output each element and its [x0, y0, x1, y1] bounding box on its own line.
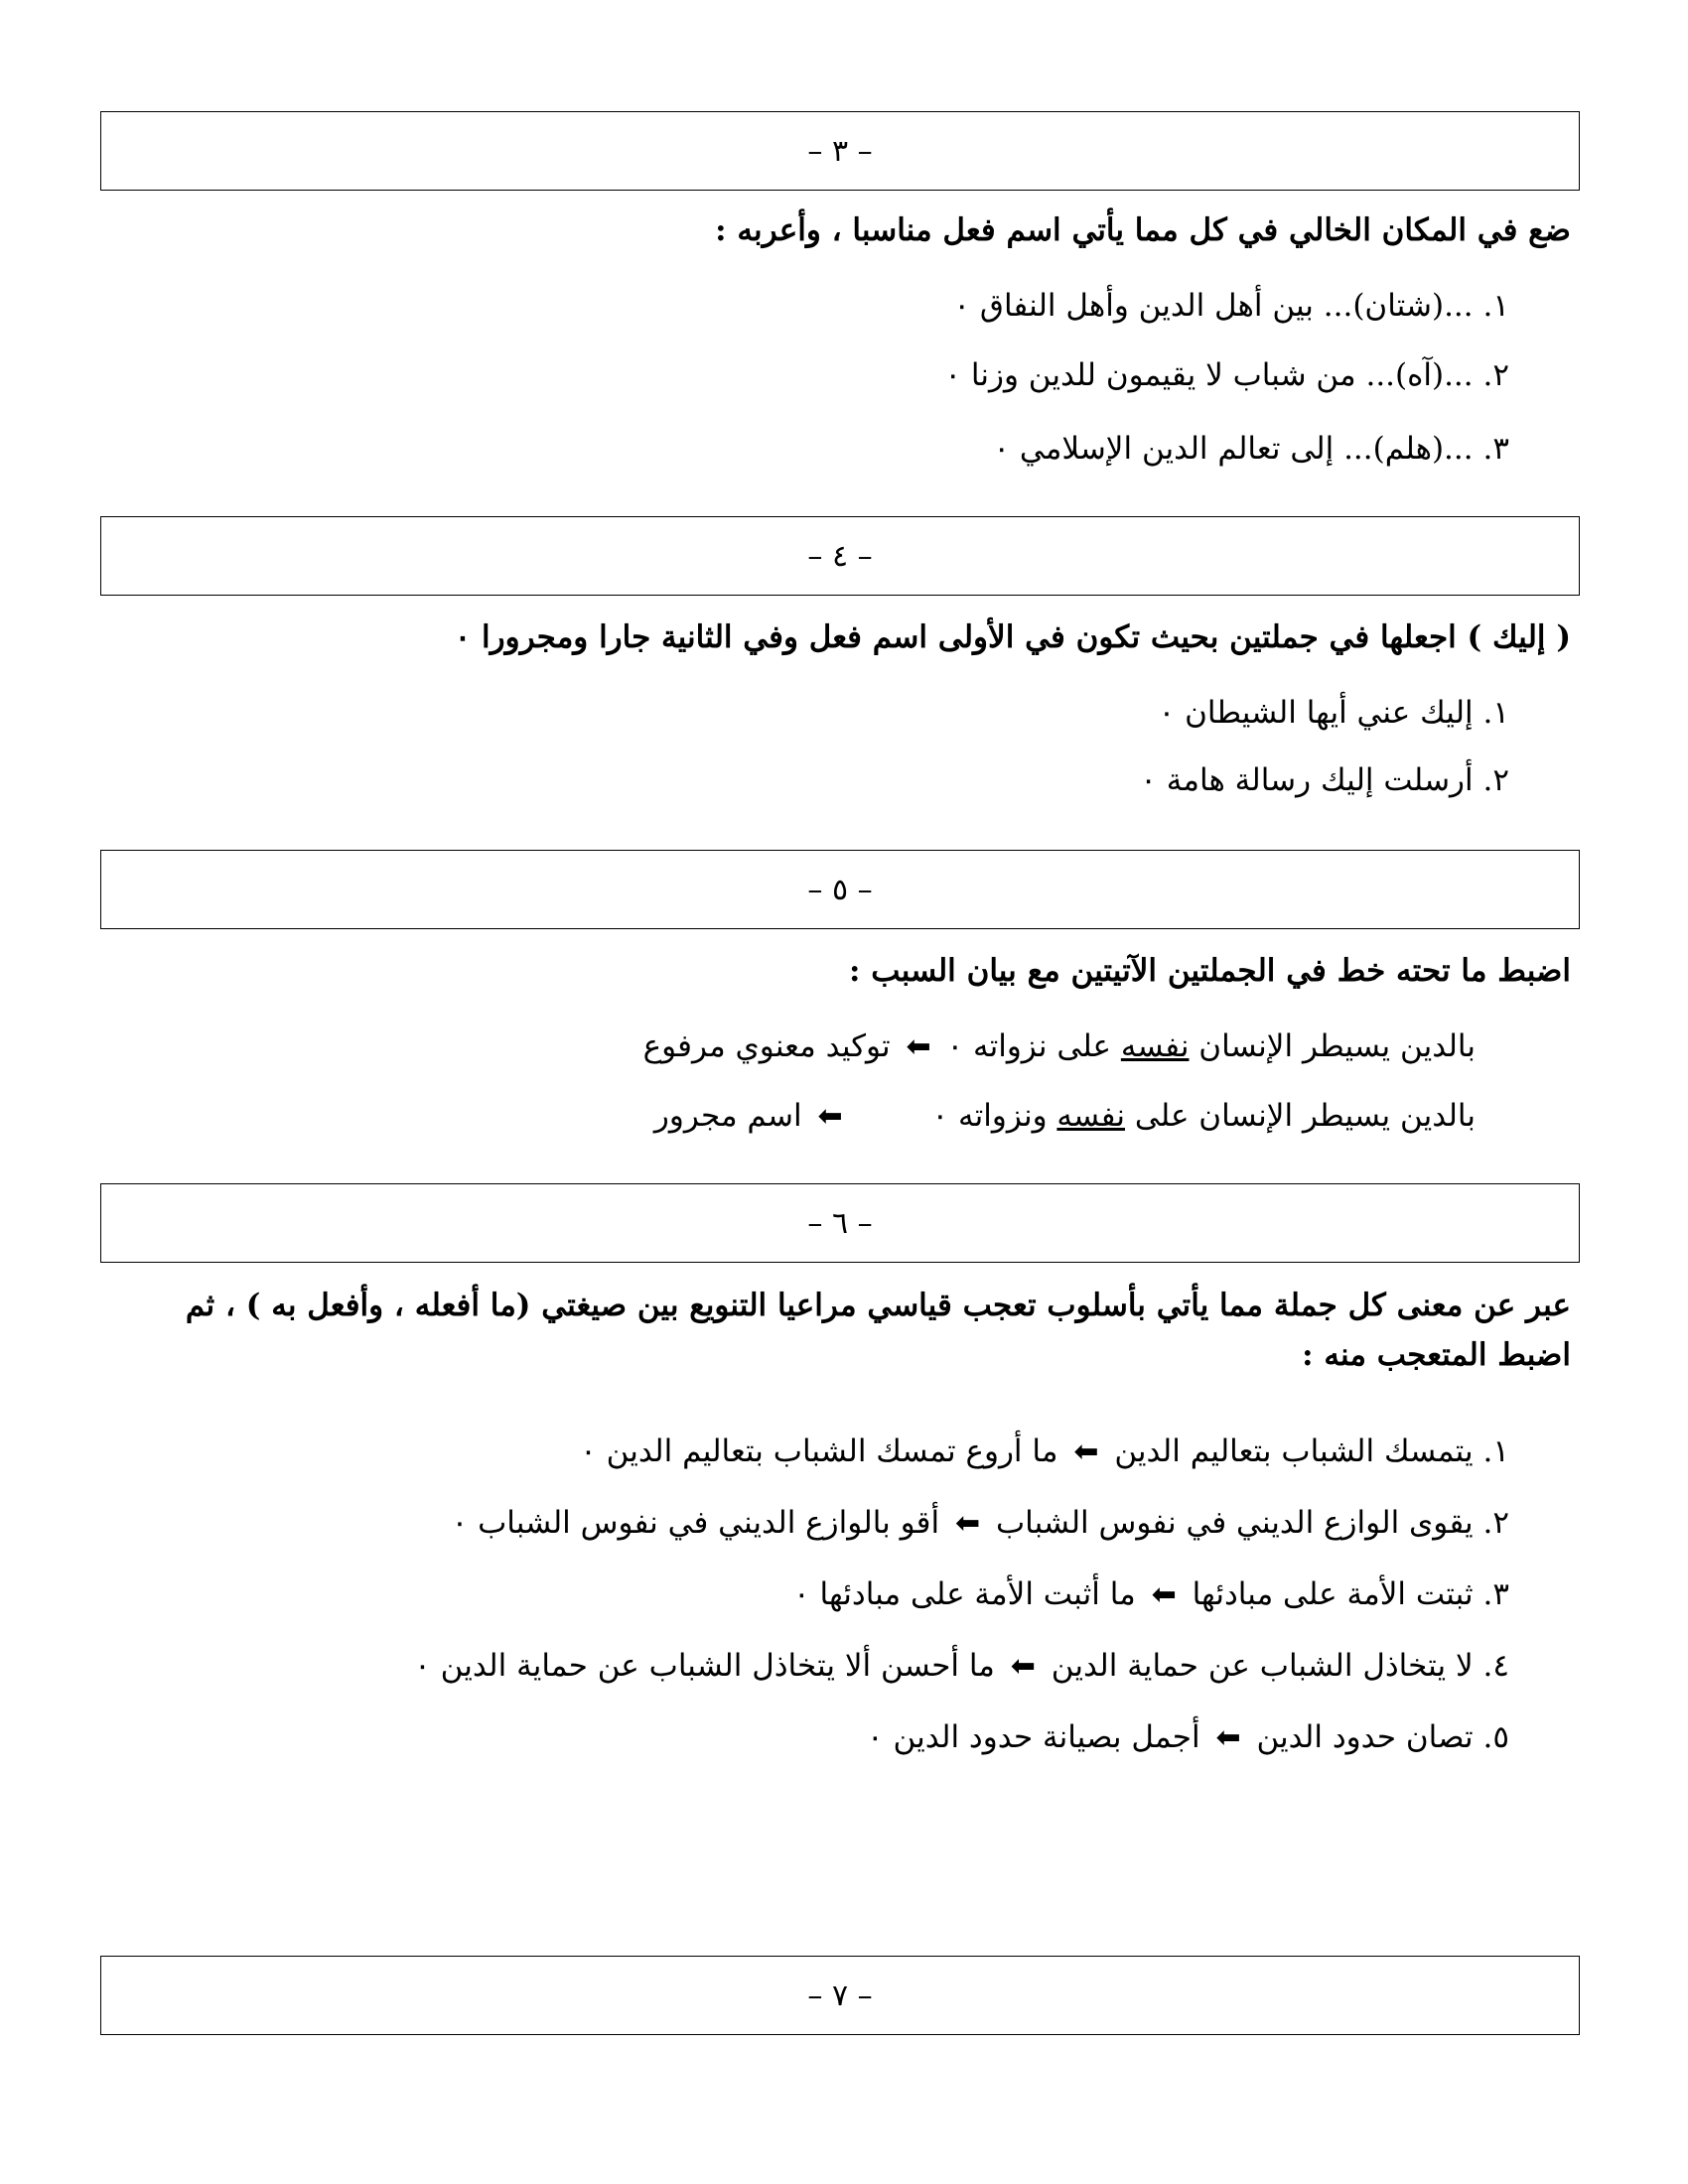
list-item: ٢. أرسلت إليك رسالة هامة ٠	[1140, 762, 1509, 798]
underlined-word: نفسه	[1056, 1098, 1125, 1134]
arrow-left-icon: ⬅	[906, 1029, 931, 1064]
section-5-number-box	[100, 850, 1580, 929]
arrow-left-icon: ⬅	[1215, 1720, 1241, 1755]
section-3-number-box	[100, 111, 1580, 191]
list-item: ٣. ...(هلم)... إلى تعالم الدين الإسلامي ٠	[993, 431, 1509, 467]
arrow-left-icon: ⬅	[1010, 1649, 1036, 1684]
section-number: – ٤ –	[807, 538, 873, 574]
question-5: اضبط ما تحته خط في الجملتين الآتيتين مع بيان السبب :	[849, 953, 1571, 989]
section-number: – ٦ –	[807, 1205, 873, 1241]
section-6-number-box	[100, 1183, 1580, 1263]
question-4: ( إليك ) اجعلها في جملتين بحيث تكون في الأولى اسم فعل وفي الثانية جارا ومجرورا ٠	[454, 619, 1571, 655]
arrow-left-icon: ⬅	[817, 1099, 843, 1134]
list-item: ٤. لا يتخاذل الشباب عن حماية الدين ⬅ ما أحسن ألا يتخاذل الشباب عن حماية الدين ٠	[414, 1648, 1509, 1684]
section-7-number-box	[100, 1956, 1580, 2035]
list-item: ٢. يقوى الوازع الديني في نفوس الشباب ⬅ أقو بالوازع الديني في نفوس الشباب ٠	[451, 1505, 1509, 1541]
answer-text: اسم مجرور	[653, 1098, 802, 1134]
question-6: عبر عن معنى كل جملة مما يأتي بأسلوب تعجب قياسي مراعيا التنويع بين صيغتي (ما أفعله ، وأفعل به ) ، ثم اضبط المتعجب منه :	[185, 1288, 1571, 1373]
list-item: ٣. ثبتت الأمة على مبادئها ⬅ ما أثبت الأمة على مبادئها ٠	[793, 1576, 1509, 1612]
arrow-left-icon: ⬅	[954, 1506, 981, 1541]
question-3: ضع في المكان الخالي في كل مما يأتي اسم فعل مناسبا ، وأعربه :	[715, 212, 1571, 248]
section-number: – ٣ –	[807, 133, 873, 169]
section-number: – ٧ –	[807, 1978, 873, 2013]
section-4-number-box	[100, 516, 1580, 596]
list-item: ٢. ...(آه)... من شباب لا يقيمون للدين وزنا ٠	[944, 357, 1509, 393]
answer-line: بالدين يسيطر الإنسان نفسه على نزواته ٠ ⬅ توكيد معنوي مرفوع	[642, 1028, 1476, 1064]
answer-line: بالدين يسيطر الإنسان على نفسه ونزواته ٠ ⬅ اسم مجرور	[653, 1098, 1476, 1134]
list-item: ٥. تصان حدود الدين ⬅ أجمل بصيانة حدود الدين ٠	[867, 1719, 1509, 1755]
list-item: ١. ...(شتان)... بين أهل الدين وأهل النفاق ٠	[953, 288, 1509, 324]
list-item: ١. يتمسك الشباب بتعاليم الدين ⬅ ما أروع تمسك الشباب بتعاليم الدين ٠	[580, 1433, 1509, 1469]
list-item: ١. إليك عني أيها الشيطان ٠	[1158, 695, 1509, 731]
arrow-left-icon: ⬅	[1073, 1434, 1099, 1469]
underlined-word: نفسه	[1120, 1028, 1190, 1064]
answer-text: توكيد معنوي مرفوع	[642, 1028, 891, 1064]
section-number: – ٥ –	[807, 872, 873, 907]
arrow-left-icon: ⬅	[1151, 1577, 1177, 1612]
